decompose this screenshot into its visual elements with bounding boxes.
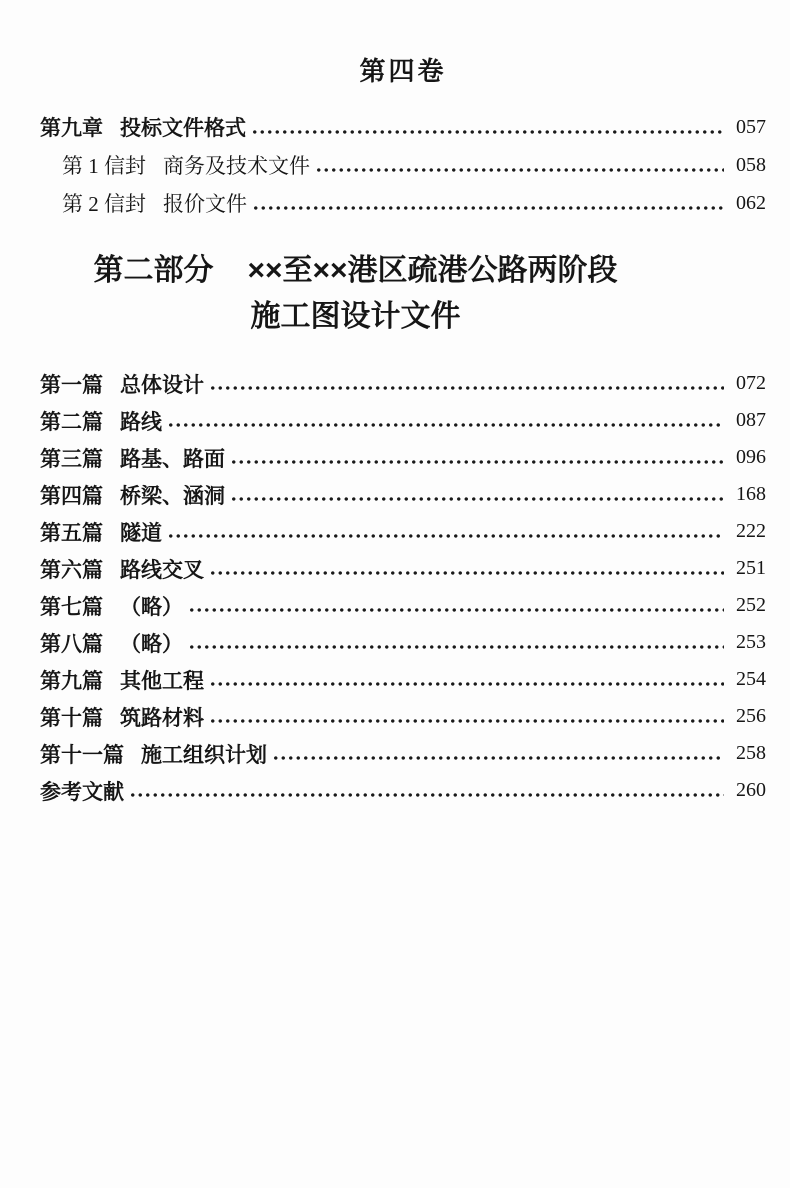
dot-leader	[272, 753, 724, 763]
dot-leader	[209, 716, 724, 726]
toc-entry-title: 桥梁、涵洞	[120, 484, 225, 508]
toc-entry	[40, 476, 766, 513]
toc-entry-label: 第五篇	[40, 521, 103, 545]
toc-entry	[40, 735, 766, 772]
page-number: 253	[736, 631, 766, 653]
dot-leader	[209, 568, 724, 578]
toc-entry	[40, 402, 766, 439]
part-heading-line1	[40, 248, 671, 294]
toc-entry	[40, 146, 766, 184]
toc-entry-label: 第八篇	[40, 632, 103, 656]
page-number: 096	[736, 446, 766, 468]
toc-entry	[40, 108, 766, 146]
dot-leader	[315, 165, 724, 175]
toc-entry	[40, 439, 766, 476]
page-number: 168	[736, 483, 766, 505]
toc-entry	[40, 550, 766, 587]
dot-leader	[209, 383, 724, 393]
toc-entry	[40, 661, 766, 698]
toc-entry	[40, 184, 766, 222]
page-number: 254	[736, 668, 766, 690]
toc-entry-title: （略）	[120, 595, 183, 619]
part-heading	[40, 248, 766, 340]
page-number: 072	[736, 372, 766, 394]
toc-entry-title: 筑路材料	[120, 706, 204, 730]
toc-entry-label: 第四篇	[40, 484, 103, 508]
toc-entry-label: 第 1 信封	[62, 154, 146, 178]
toc-entry-label: 第六篇	[40, 558, 103, 582]
toc-entry-label: 第一篇	[40, 373, 103, 397]
page-number: 057	[736, 115, 766, 138]
toc-entry-title: 路线	[120, 410, 162, 434]
toc-entry-title: 其他工程	[120, 669, 204, 693]
toc-entry-label: 第九篇	[40, 669, 103, 693]
toc-entry-title: 总体设计	[120, 373, 204, 397]
toc-entry-label: 第三篇	[40, 447, 103, 471]
page-number: 058	[736, 153, 766, 176]
toc-entry-title: 商务及技术文件	[163, 154, 310, 178]
page-number: 222	[736, 520, 766, 542]
dot-leader	[167, 420, 724, 430]
toc-entry	[40, 624, 766, 661]
part-title-line1: ××至××港区疏港公路两阶段	[247, 254, 618, 287]
dot-leader	[230, 494, 724, 504]
toc-entry-label: 第二篇	[40, 410, 103, 434]
page-number: 062	[736, 191, 766, 214]
toc-entry	[40, 513, 766, 550]
toc-entry	[40, 698, 766, 735]
toc-entry	[40, 365, 766, 402]
page-number: 251	[736, 557, 766, 579]
dot-leader	[188, 605, 724, 615]
chapter-toc-list	[40, 108, 766, 222]
page-number: 260	[736, 779, 766, 801]
toc-entry-label: 参考文献	[40, 780, 124, 804]
toc-entry	[40, 772, 766, 809]
toc-entry	[40, 587, 766, 624]
toc-entry-label: 第十一篇	[40, 743, 124, 767]
dot-leader	[188, 642, 724, 652]
toc-entry-label: 第十篇	[40, 706, 103, 730]
toc-entry-title: 隧道	[120, 521, 162, 545]
toc-entry-label: 第七篇	[40, 595, 103, 619]
toc-entry-title: 投标文件格式	[120, 117, 246, 140]
toc-entry-title: 路基、路面	[120, 447, 225, 471]
part-heading-line2: 施工图设计文件	[250, 300, 461, 333]
page-number: 087	[736, 409, 766, 431]
dot-leader	[129, 790, 724, 800]
dot-leader	[167, 531, 724, 541]
volume-title: 第四卷	[359, 56, 447, 86]
part-toc-list	[40, 365, 766, 809]
dot-leader	[230, 457, 724, 467]
toc-entry-label: 第 2 信封	[62, 192, 146, 216]
page-number: 258	[736, 742, 766, 764]
toc-entry-title: 施工组织计划	[141, 743, 267, 767]
toc-entry-label: 第九章	[40, 117, 103, 140]
page-number: 256	[736, 705, 766, 727]
page-number: 252	[736, 594, 766, 616]
toc-entry-title: 报价文件	[163, 192, 247, 216]
dot-leader	[251, 127, 724, 137]
toc-entry-title: 路线交叉	[120, 558, 204, 582]
part-label: 第二部分	[93, 254, 214, 287]
dot-leader	[209, 679, 724, 689]
dot-leader	[252, 203, 724, 213]
toc-entry-title: （略）	[120, 632, 183, 656]
